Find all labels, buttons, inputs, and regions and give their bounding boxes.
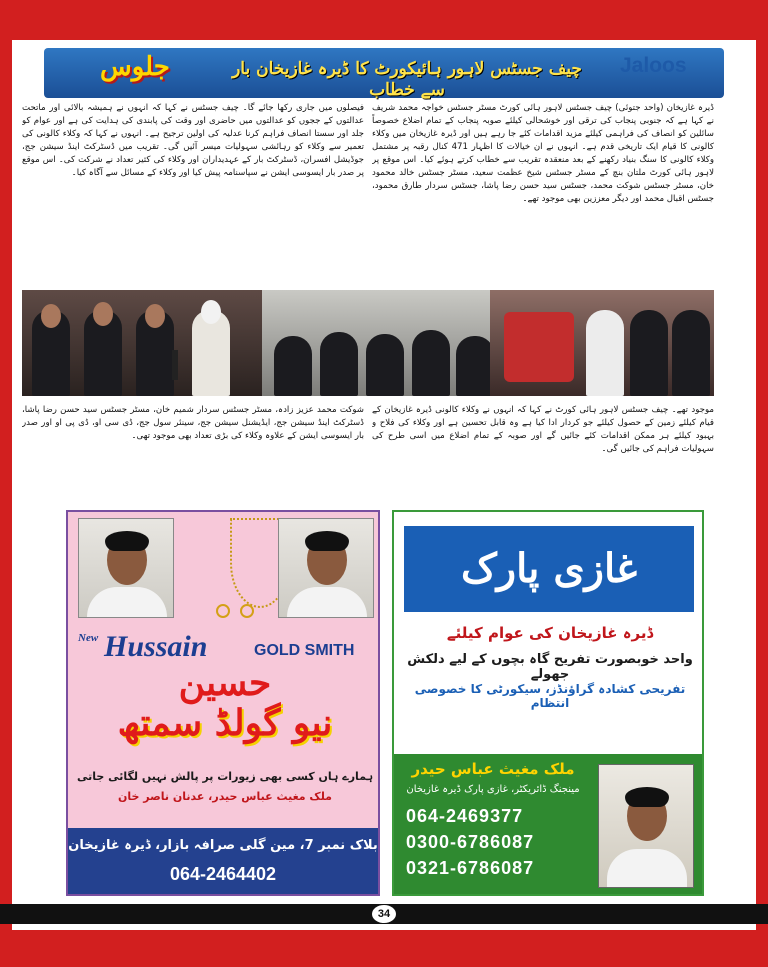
ring-icon: [240, 604, 254, 618]
photo-foundation-stone: [490, 290, 714, 396]
brand-name-urdu: حسین: [178, 662, 272, 704]
park-line-2: واحد خوبصورت تفریح گاہ بچوں کے لیے دلکش جھولے: [407, 652, 693, 682]
park-director-role: مینجنگ ڈائریکٹر، غازی پارک ڈیرہ غازیخان: [406, 784, 580, 795]
park-phone-1: 064-2469377: [406, 806, 524, 826]
section-label-urdu: جلوس: [100, 52, 170, 82]
ring-icon: [216, 604, 230, 618]
park-phone-2: 0300-6786087: [406, 832, 535, 852]
park-director-name: ملک مغیث عباس حیدر: [411, 760, 575, 778]
new-tag: New: [78, 632, 99, 644]
park-phone-3: 0321-6786087: [406, 858, 535, 878]
event-photo-strip: [22, 290, 714, 396]
article-lower-left: شوکت محمد عزیز زادہ، مسٹر جسٹس سردار شمیم خان، مسٹر جسٹس سید حسن رضا پاشا، ڈسٹرکٹ اینڈ سیشن جج، ایڈیشنل سیشن جج، سینئر سول جج، ڈی سی او، ڈی پی او اور صدر بار ایسوسی ایشن کے علاوہ وکلاء کی بڑی تعداد بھی موجود تھی۔: [22, 405, 364, 441]
park-line-3: تفریحی کشادہ گراؤنڈز، سیکورٹی کا خصوصی انتظام: [414, 682, 686, 710]
jeweller-tagline: ہمارے ہاں کسی بھی زیورات پر پالش نہیں لگائی جاتی: [76, 770, 374, 783]
brand-name-english: Hussain: [104, 630, 208, 663]
jeweller-phone: 064-2464402: [169, 864, 277, 884]
owner-portrait-left: [78, 518, 174, 618]
owner-portrait-right: [278, 518, 374, 618]
park-contact-panel: [394, 754, 702, 894]
jeweller-advertisement: [66, 510, 380, 896]
jeweller-address: بلاک نمبر 7، مین گلی صرافہ بازار، ڈیرہ غازیخان: [68, 838, 378, 853]
brand-suffix-english: GOLD SMITH: [254, 642, 355, 659]
headline-title: چیف جسٹس لاہور ہائیکورٹ کا ڈیرہ غازیخان بار سے خطاب: [232, 59, 582, 100]
section-label-english: Jaloos: [620, 54, 687, 77]
park-title: غازی پارک: [404, 526, 694, 612]
jeweller-contact-bar: [68, 828, 378, 894]
page-number: 34: [372, 905, 396, 923]
park-line-1: ڈیرہ غازیخان کی عوام کیلئے: [446, 624, 654, 642]
jeweller-owners: ملک مغیث عباس حیدر، عدنان ناصر خان: [118, 790, 332, 803]
brand-name-urdu-secondary: نیو گولڈ سمتھ: [117, 702, 333, 744]
ghazi-park-advertisement: [392, 510, 704, 896]
photo-speaker-podium: [22, 290, 262, 396]
article-column-left: فیصلوں میں جاری رکھا جائے گا۔ چیف جسٹس نے کہا کہ انہوں نے ہمیشہ بالائی اور ماتحت عدالتوں کے ججوں کو عدالتوں میں حاضری اور وقت کی پابندی کی ہدایت کی ہے اور عوام کو جلد اور سستا انصاف فراہم کرنا عدلیہ کی اولین ترجیح ہے۔ انہوں نے کہا کہ وکلاء کالونی کی تعمیر سے وکلاء کو رہائشی سہولیات میسر آئیں گی۔ تقریب میں ڈسٹرکٹ اینڈ سیشن جج، جوڈیشل افسران، ڈسٹرکٹ بار کے عہدیداران اور وکلاء کی کثیر تعداد نے شرکت کی۔ اس موقع پر صدر بار ایسوسی ایشن نے سپاسنامہ پیش کیا اور وکلاء کے مسائل سے آگاہ کیا۔: [22, 103, 364, 178]
director-portrait: [598, 764, 694, 888]
article-column-right: ڈیرہ غازیخان (واحد جتوئی) چیف جسٹس لاہور ہائی کورٹ مسٹر جسٹس خواجہ محمد شریف نے کہا ہے کہ جنوبی پنجاب کی ترقی اور خوشحالی کیلئے صوبہ پنجاب کے تمام اضلاع خصوصاً سائلین کو انصاف کی فراہمی کیلئے مزید اقدامات کئے جا رہے ہیں اور ڈیرہ غازیخان میں وکلاء کالونی کا قیام ایک تاریخی قدم ہے۔ انہوں نے ان خیالات کا اظہار 471 کنال رقبہ پر مشتمل وکلاء کالونی کا سنگ بنیاد رکھنے کے بعد منعقدہ تقریب سے خطاب کرتے ہوئے کیا۔ اس موقع پر لاہور ہائی کورٹ ملتان بنچ کے مسٹر جسٹس شیخ عظمت سعید، مسٹر جسٹس خالد محمود خان، مسٹر جسٹس شوکت محمد، جسٹس سید حسن رضا پاشا، جسٹس سردار طارق محمود، جسٹس اقبال محمد اور دیگر معززین بھی موجود تھے۔: [372, 103, 714, 204]
article-lower-right: موجود تھے۔ چیف جسٹس لاہور ہائی کورٹ نے کہا کہ انہوں نے وکلاء کالونی ڈیرہ غازیخان کے قیام کیلئے زمین کے حصول کیلئے جو کردار ادا کیا ہے وہ قابل تحسین ہے اور وکلاء کی فلاح و بہبود کیلئے ہر ممکن اقدامات کئے جائیں گے اور صوبہ کے تمام اضلاع میں اسی طرح کی سہولیات فراہم کی جائیں گی۔: [372, 405, 714, 454]
photo-audience-seated: [262, 290, 490, 396]
